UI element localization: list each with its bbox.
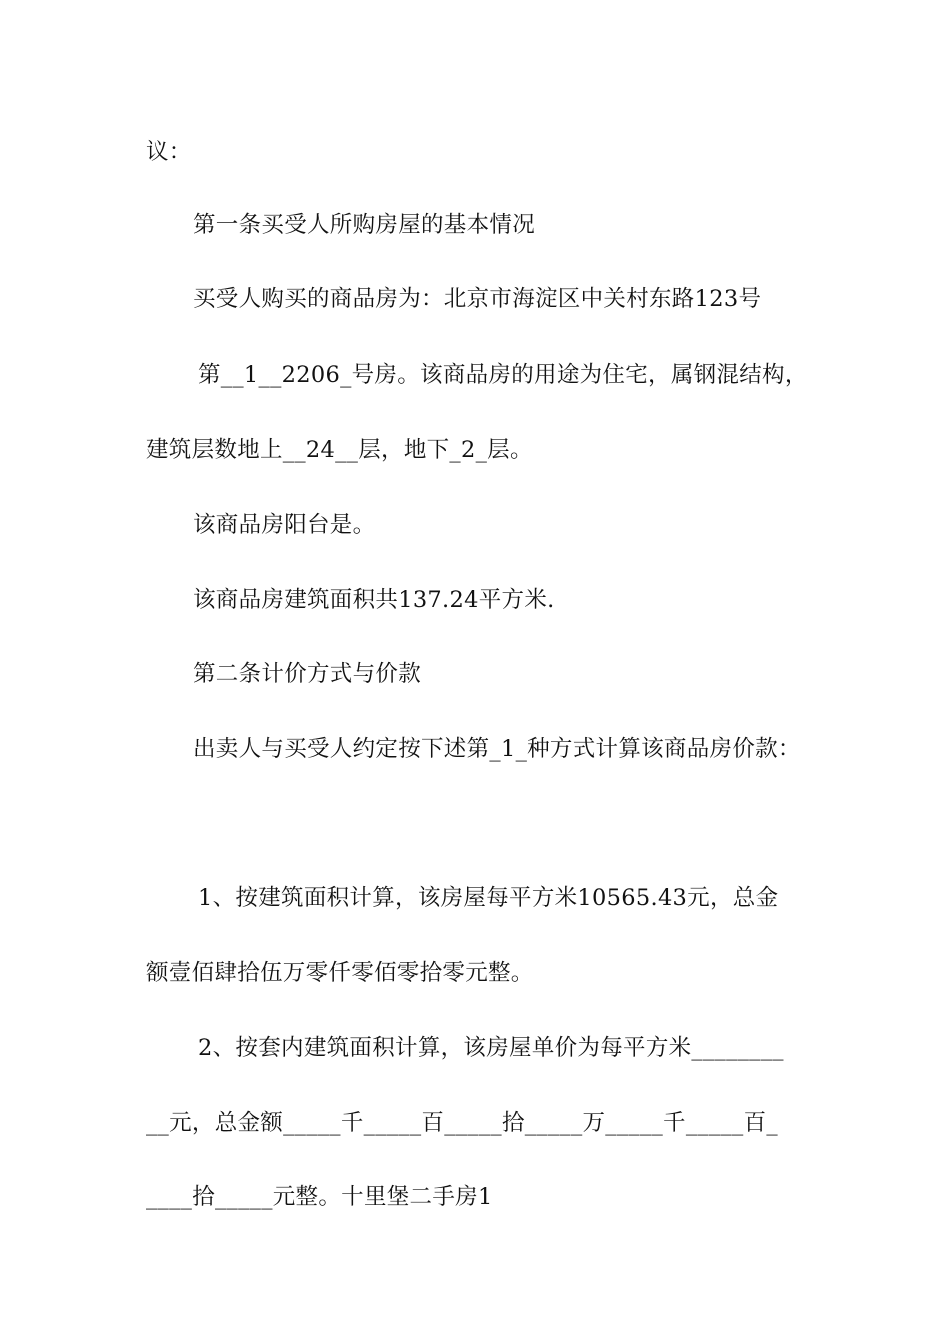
text-line-11: 额壹佰肆拾伍万零仟零佰零拾零元整。 [146,960,534,986]
text-line-1: 议： [146,139,192,165]
section-heading-1: 第一条买受人所购房屋的基本情况 [193,212,536,238]
text-line-6: 该商品房阳台是。 [193,512,376,538]
text-line-7: 该商品房建筑面积共137.24平方米. [193,587,555,613]
text-line-13: __元，总金额_____千_____百_____拾_____万_____千_____百_ [146,1110,778,1136]
section-heading-2: 第二条计价方式与价款 [193,661,422,687]
text-line-10: 1、按建筑面积计算，该房屋每平方米10565.43元，总金 [198,885,779,911]
text-line-3: 买受人购买的商品房为：北京市海淀区中关村东路123号 [193,286,762,312]
text-line-5: 建筑层数地上__24__层，地下_2_层。 [146,437,533,463]
text-line-14: ____拾_____元整。十里堡二手房1 [146,1184,493,1210]
text-line-9: 出卖人与买受人约定按下述第_1_种方式计算该商品房价款： [193,736,801,762]
text-line-4: 第__1__2206_号房。该商品房的用途为住宅，属钢混结构， [198,362,808,388]
text-line-12: 2、按套内建筑面积计算，该房屋单价为每平方米________ [198,1035,784,1061]
